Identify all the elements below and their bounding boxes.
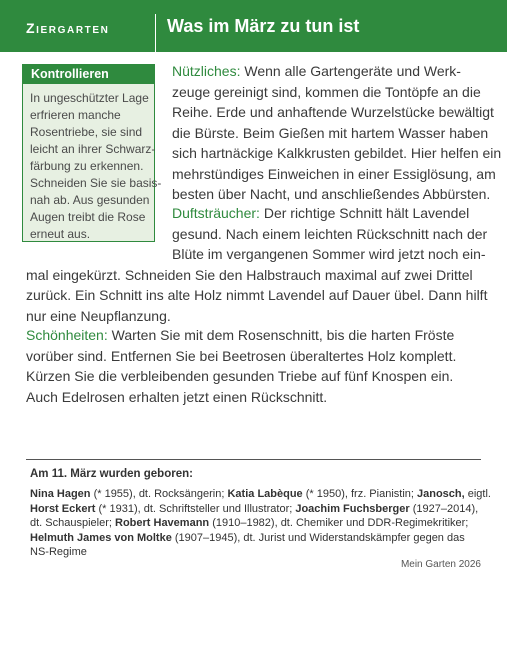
person-info: (1927–2014), bbox=[409, 502, 479, 515]
person-name: Robert Havemann bbox=[115, 517, 210, 529]
person-info: (* 1931), dt. Schriftsteller und Illustrator; bbox=[95, 502, 296, 515]
paragraph-heading: Duftsträucher: bbox=[172, 205, 260, 221]
paragraph-line: mal eingekürzt. Schneiden Sie den Halbstrauch maximal auf zwei Drittel bbox=[26, 266, 473, 283]
person-info: (1910–1982), dt. Chemiker und DDR-Regimekritiker; bbox=[209, 517, 469, 529]
person-name: Janosch, bbox=[417, 488, 465, 500]
person-info: (1907–1945), dt. Jurist und Widerstandskämpfer gegen das bbox=[171, 531, 465, 544]
person-info: dt. Schauspieler; bbox=[30, 517, 115, 529]
paragraph-line bbox=[26, 325, 454, 345]
person-info: (* 1950), frz. Pianistin; bbox=[302, 488, 417, 500]
person-info: (* 1955), dt. Rocksängerin; bbox=[90, 488, 228, 500]
page-title: Was im März zu tun ist bbox=[167, 16, 360, 36]
paragraph-line: die Bürste. Beim Gießen mit hartem Wasser haben bbox=[172, 124, 489, 141]
births-line bbox=[30, 487, 491, 502]
header-bar bbox=[0, 0, 507, 52]
paragraph-line: nur eine Neupflanzung. bbox=[26, 307, 171, 324]
births-line bbox=[30, 531, 481, 546]
paragraph-line: mehrstündiges Einweichen in einer Essiglösung, am bbox=[172, 165, 496, 182]
person-info: eigtl. bbox=[464, 488, 491, 500]
person-name: Helmuth James von Moltke bbox=[30, 531, 172, 544]
tip-line: leicht an ihrer Schwarz- bbox=[30, 142, 156, 156]
paragraph-line: Blüte im vergangenen Sommer wird jetzt noch ein- bbox=[172, 246, 486, 262]
tip-line: färbung zu erkennen. bbox=[30, 159, 144, 173]
paragraph-text: Warten Sie mit dem Rosenschnitt, bis die harten Fröste bbox=[107, 327, 455, 343]
paragraph-line: Kürzen Sie die verbleibenden gesunden Triebe auf fünf Knospen ein. bbox=[26, 368, 454, 384]
tip-line: Rosentriebe, sie sind bbox=[30, 125, 143, 139]
header-divider bbox=[155, 14, 156, 52]
tip-line: Schneiden Sie sie basis- bbox=[30, 176, 162, 190]
section-divider bbox=[26, 459, 481, 460]
paragraph-text: Der richtige Schnitt hält Lavendel bbox=[259, 205, 470, 221]
births-title: Am 11. März wurden geboren: bbox=[30, 468, 193, 480]
births-list bbox=[30, 487, 491, 560]
paragraph-line: Auch Edelrosen erhalten jetzt einen Rückschnitt. bbox=[26, 388, 328, 405]
paragraph-heading: Nützliches: bbox=[172, 63, 241, 79]
paragraph-line bbox=[172, 203, 469, 223]
tip-line: Augen treibt die Rose bbox=[30, 210, 146, 224]
tip-box-text bbox=[30, 90, 162, 243]
paragraph-line bbox=[172, 61, 461, 81]
person-name: Joachim Fuchsberger bbox=[295, 502, 410, 515]
section-label: Ziergarten bbox=[26, 20, 110, 36]
paragraph-line: besten über Nacht, und anschließendes Abbürsten. bbox=[172, 186, 491, 202]
paragraph-heading: Schönheiten: bbox=[26, 327, 108, 343]
births-line: NS-Regime bbox=[30, 546, 87, 558]
births-line bbox=[30, 516, 481, 531]
tip-line: erneut aus. bbox=[30, 227, 91, 241]
paragraph-text: Wenn alle Gartengeräte und Werk- bbox=[240, 63, 461, 79]
paragraph-line: vorüber sind. Entfernen Sie bei Beetrosen überaltertes Holz komplett. bbox=[26, 347, 457, 364]
paragraph-line: Reihe. Erde und anhaftende Wurzelstücke bewältigt bbox=[172, 104, 494, 120]
person-name: Horst Eckert bbox=[30, 502, 96, 515]
person-name: Katia Labèque bbox=[227, 488, 303, 500]
tip-box bbox=[22, 64, 162, 242]
paragraph-line: gesund. Nach einem leichten Rückschnitt nach der bbox=[172, 225, 488, 242]
footer-publication: Mein Garten 2026 bbox=[400, 559, 481, 570]
births-line bbox=[30, 502, 481, 517]
person-name: Nina Hagen bbox=[30, 488, 91, 500]
tip-box-title: Kontrollieren bbox=[23, 65, 154, 84]
tip-line: nah ab. Aus gesunden bbox=[30, 193, 150, 207]
paragraph-line: zurück. Ein Schnitt ins alte Holz nimmt Lavendel auf Dauer übel. Dann hilft bbox=[26, 287, 488, 303]
paragraph-line: sich hartnäckige Kalkkrusten gebildet. Hier helfen ein bbox=[172, 145, 502, 161]
tip-line: In ungeschützter Lage bbox=[30, 91, 149, 105]
tip-line: erfrieren manche bbox=[30, 108, 121, 122]
paragraph-line: zeuge gereinigt sind, kommen die Tontöpfe an die bbox=[172, 83, 481, 100]
